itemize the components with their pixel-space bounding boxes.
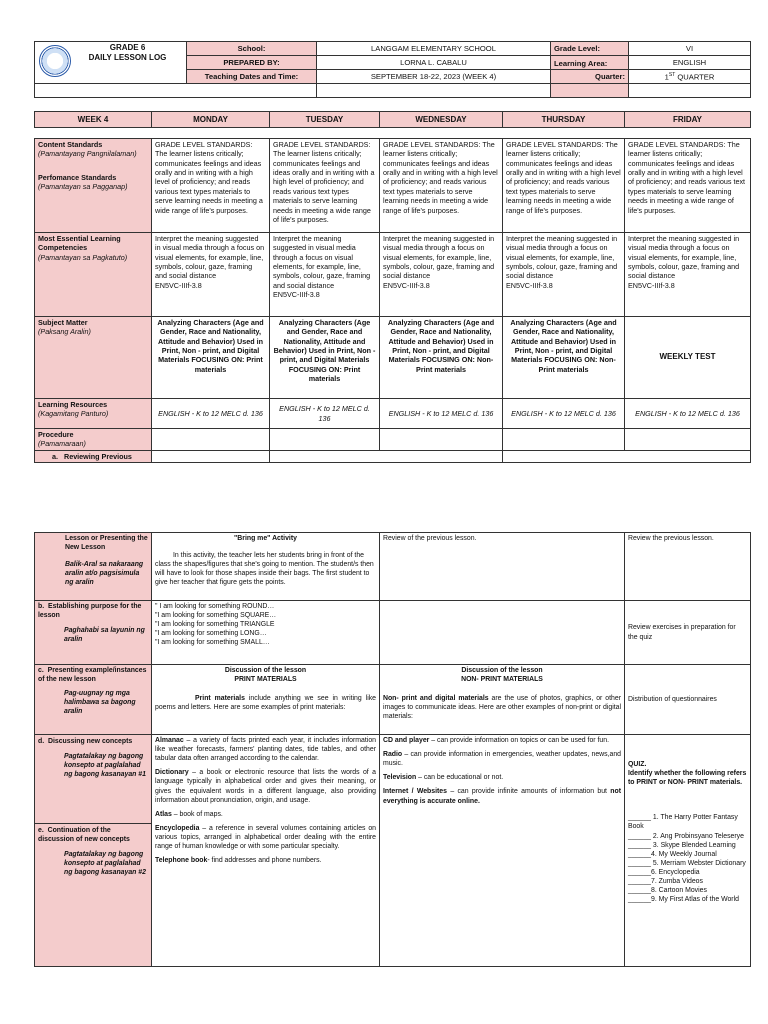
- melc-monday: Interpret the meaning suggested in visual media through a focus on visual elements, for example, line, symbols, colour, gaze, framing and social distance EN5VC-IIIf-3.8: [152, 233, 270, 317]
- learning-area-value: ENGLISH: [629, 56, 751, 70]
- header-table: [34, 41, 751, 98]
- title-cell: [35, 42, 187, 84]
- prepared-label: PREPARED BY:: [187, 56, 317, 70]
- print-discussion: Discussion of the lesson PRINT MATERIALS Print materials include anything we see in writing like poems and letters. Here are some examples of print materials:: [152, 665, 380, 735]
- melc-friday: Interpret the meaning suggested in visual media through a focus on visual elements, for example, line, symbols, colour, gaze, framing and social distance EN5VC-IIIf-3.8: [625, 233, 751, 317]
- nonprint-discussion: Discussion of the lesson NON- PRINT MATERIALS Non- print and digital materials are the use of photos, graphics, or other images to communicate ideas. Here are other examples of non-print or digital materials:: [380, 665, 625, 735]
- days-header: [34, 111, 751, 128]
- distribution-text: Distribution of questionnaires: [625, 665, 751, 735]
- review-friday: Review the previous lesson.: [625, 533, 751, 601]
- subject-monday: Analyzing Characters (Age and Gender, Race and Nationality, Attitude and Behavior) Used in Print, Non - print, and Digital Materials FOCUSING ON: Print materials: [152, 317, 270, 399]
- quiz-item: ______8. Cartoon Movies: [628, 887, 707, 895]
- procedure-label: Procedure (Pamamaraan): [35, 429, 152, 451]
- presenting-label: c. Presenting example/instances of the new lesson Pag-uugnay ng mga halimbawa sa bagong aralin: [35, 665, 152, 735]
- day-wednesday: WEDNESDAY: [380, 112, 503, 128]
- quiz-item: ______4. My Weekly Journal: [628, 850, 717, 858]
- deped-seal-icon: [39, 45, 71, 77]
- standards-monday: GRADE LEVEL STANDARDS: The learner listens critically; communicates feelings and ideas orally and in writing with a high level of proficiency; and reads various text types materials to serve learning needs in meeting a wide range of life's purposes.: [152, 139, 270, 233]
- grade-level-value: VI: [629, 42, 751, 56]
- resources-label: Learning Resources (Kagamitang Panturo): [35, 399, 152, 429]
- grade-level-label: Grade Level:: [551, 42, 629, 56]
- purpose-label: b. Establishing purpose for the lesson Paghahabi sa layunin ng aralin: [35, 601, 152, 665]
- quarter-value: 1ST QUARTER: [629, 70, 751, 84]
- looking-list: " I am looking for something ROUND… "I am looking for something SQUARE… "I am looking for something TRIANGLE "I am looking for something LONG… "I am looking for something SMALL…: [152, 601, 380, 665]
- review-exercises: Review exercises in preparation for the quiz: [625, 601, 751, 665]
- resource-monday: ENGLISH - K to 12 MELC d. 136: [152, 399, 270, 429]
- standards-thursday: GRADE LEVEL STANDARDS: The learner listens critically; communicates feelings and ideas orally and in writing with a high level of proficiency; and reads various text types materials to serve learning needs in meeting a wide range of life's purposes.: [503, 139, 625, 233]
- quiz-item: ______ 3. Skype Blended Learning: [628, 841, 736, 849]
- day-week: WEEK 4: [35, 112, 152, 128]
- print-examples: Almanac – a variety of facts printed each year, it includes information like weather forecasts, farmers' planting dates, tide tables, and other tabular data often arranged according to the calendar. Dictionary – a book or electronic resource that lists the words of a language typically in alphabetical order and gives their meaning, or gives the equivalent words in a different language, also providing information about pronunciation, origin, and usage. Atlas – book of maps. Encyclopedia – a reference in several volumes containing articles on various topics, arranged in alphabetical order dealing with the entire range of human knowledge or with some particular specialty. Telephone book- find addresses and phone numbers.: [152, 735, 380, 967]
- quiz: QUIZ. Identify whether the following refers to PRINT or NON- PRINT materials. ______ 1. The Harry Potter Fantasy Book ______ 2. Ang Probinsyano Teleserye ______ 3. Skype Blended Learning ______4. My Weekly Journal ______ 5. Merriam Webster Dictionary ______6. Encyclopedia ______7. Zumba Videos ______8. Cartoon Movies ______9. My First Atlas of the World: [625, 735, 751, 967]
- subject-tuesday: Analyzing Characters (Age and Gender, Race and Nationality, Attitude and Behavior) Used in Print, Non - print, and Digital Materials FOCUSING ON: Print materials: [270, 317, 380, 399]
- quiz-item: ______6. Encyclopedia: [628, 868, 700, 876]
- standards-tuesday: GRADE LEVEL STANDARDS: The learner listens critically; communicates feelings and ideas orally and in writing with a high level of proficiency; and reads various text types materials to serve learning needs in meeting a wide range of life's purposes.: [270, 139, 380, 233]
- reviewing-label: a. Reviewing Previous: [35, 450, 152, 462]
- subject-friday: WEEKLY TEST: [625, 317, 751, 399]
- quiz-item: ______ 2. Ang Probinsyano Teleserye: [628, 832, 744, 840]
- lesson-table-page2: [34, 532, 751, 967]
- discussing-label: d. Discussing new concepts Pagtatalakay ng bagong konsepto at paglalahad ng bagong kasanayan #1 e. Continuation of the discussion of new concepts Pagtatalakay ng bagong konsepto at paglalahad ng bagong kasanayan #2: [35, 735, 152, 967]
- log-title: DAILY LESSON LOG: [88, 53, 167, 62]
- subject-thursday: Analyzing Characters (Age and Gender, Race and Nationality, Attitude and Behavior) Used in Print, Non - print, and Digital Materials FOCUSING ON: Non-Print materials: [503, 317, 625, 399]
- day-monday: MONDAY: [152, 112, 270, 128]
- quiz-item: ______ 1. The Harry Potter Fantasy Book: [628, 814, 738, 831]
- resource-friday: ENGLISH - K to 12 MELC d. 136: [625, 399, 751, 429]
- resource-wednesday: ENGLISH - K to 12 MELC d. 136: [380, 399, 503, 429]
- standards-friday: GRADE LEVEL STANDARDS: The learner listens critically; communicates feelings and ideas orally and in writing with a high level of proficiency; and reads various text types materials to serve learning needs in meeting a wide range of life's purposes.: [625, 139, 751, 233]
- prepared-value: LORNA L. CABALU: [317, 56, 551, 70]
- standards-wednesday: GRADE LEVEL STANDARDS: The learner listens critically; communicates feelings and ideas orally and in writing with a high level of proficiency; and reads various text types materials to serve learning needs in meeting a wide range of life's purposes.: [380, 139, 503, 233]
- resource-tuesday: ENGLISH - K to 12 MELC d. 136: [270, 399, 380, 429]
- resource-thursday: ENGLISH - K to 12 MELC d. 136: [503, 399, 625, 429]
- melc-label: Most Essential Learning Competencies (Pamantayan sa Pagkatuto): [35, 233, 152, 317]
- quarter-label: Quarter:: [551, 70, 629, 84]
- bring-me-activity: "Bring me" Activity In this activity, the teacher lets her students bring in front of the class the shapes/figures that she's going to mention. The student/s then will have to look for those shapes inside their bags. The first student to give her teacher that figure gets the points.: [152, 533, 380, 601]
- dates-value: SEPTEMBER 18-22, 2023 (WEEK 4): [317, 70, 551, 84]
- reviewing-cont-label: Lesson or Presenting the New Lesson Balik-Aral sa nakaraang aralin at/o pagsisimula ng aralin: [35, 533, 152, 601]
- dates-label: Teaching Dates and Time:: [187, 70, 317, 84]
- review-wednesday: Review of the previous lesson.: [380, 533, 625, 601]
- subject-label: Subject Matter (Paksang Aralin): [35, 317, 152, 399]
- lesson-table-page1: [34, 138, 751, 463]
- day-thursday: THURSDAY: [503, 112, 625, 128]
- melc-thursday: Interpret the meaning suggested in visual media through a focus on visual elements, for example, line, symbols, colour, gaze, framing and social distance EN5VC-IIIf-3.8: [503, 233, 625, 317]
- day-tuesday: TUESDAY: [270, 112, 380, 128]
- quiz-item: ______7. Zumba Videos: [628, 878, 703, 886]
- quiz-item: ______ 5. Merriam Webster Dictionary: [628, 859, 746, 867]
- quiz-item: ______9. My First Atlas of the World: [628, 896, 739, 904]
- subject-wednesday: Analyzing Characters (Age and Gender, Race and Nationality, Attitude and Behavior) Used in Print, Non - print, and Digital Materials FOCUSING ON: Non-Print materials: [380, 317, 503, 399]
- melc-tuesday: Interpret the meaning suggested in visual media through a focus on visual elements, for example, line, symbols, colour, gaze, framing and social distance EN5VC-IIIf-3.8: [270, 233, 380, 317]
- day-friday: FRIDAY: [625, 112, 751, 128]
- melc-wednesday: Interpret the meaning suggested in visual media through a focus on visual elements, for example, line, symbols, colour, gaze, framing and social distance EN5VC-IIIf-3.8: [380, 233, 503, 317]
- school-value: LANGGAM ELEMENTARY SCHOOL: [317, 42, 551, 56]
- grade-title: GRADE 6: [109, 43, 146, 52]
- learning-area-label: Learning Area:: [551, 56, 629, 70]
- nonprint-examples: CD and player – can provide information on topics or can be used for fun. Radio – can provide information in emergencies, weather updates, news,and music. Television – can be educational or not. Internet / Websites – can provide infinite amounts of information but not everything is accurate online.: [380, 735, 625, 967]
- standards-label: Content Standards (Pamantayang Pangnilalaman) Perfomance Standards (Pamantayan sa Pagganap): [35, 139, 152, 233]
- school-label: School:: [187, 42, 317, 56]
